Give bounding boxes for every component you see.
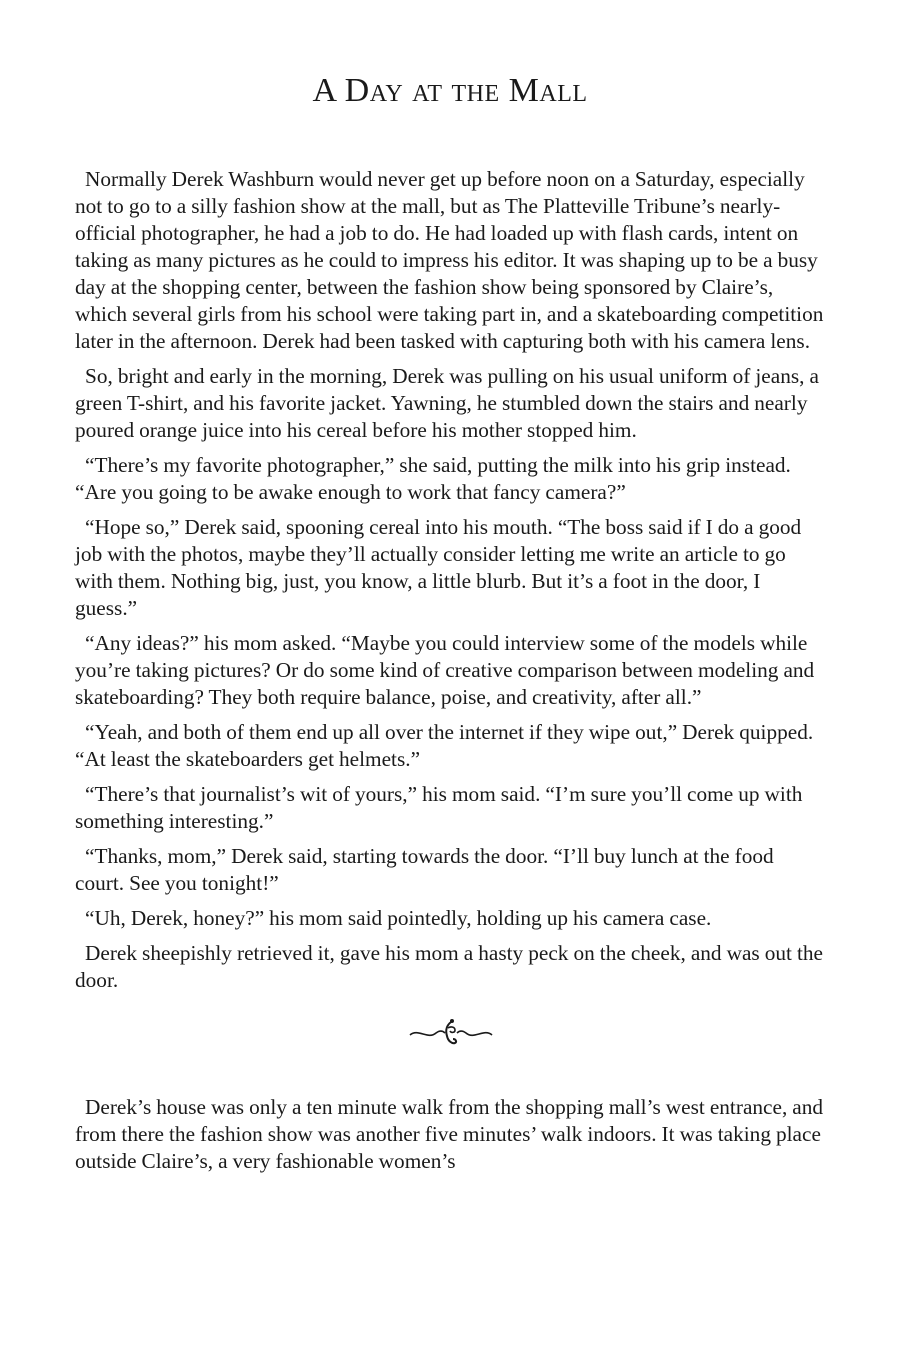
paragraph: Normally Derek Washburn would never get up before noon on a Saturday, especially not to go to a silly fashion show at the mall, but as The Platteville Tribune’s nearly-official photographer, he had a job to do. He had loaded up with flash cards, intent on taking as many pictures as he could to impress his editor. It was shaping up to be a busy day at the shopping center, between the fashion show being sponsored by Claire’s, which several girls from his school were taking part in, and a skateboarding competition later in the afternoon. Derek had been tasked with capturing both with his camera lens.: [75, 167, 824, 353]
paragraph: “Thanks, mom,” Derek said, starting towards the door. “I’ll buy lunch at the food court. See you tonight!”: [75, 844, 774, 895]
section-break: [75, 1016, 827, 1070]
paragraph: Derek’s house was only a ten minute walk from the shopping mall’s west entrance, and from there the fashion show was another five minutes’ walk indoors. It was taking place outside Claire’s, a very fashionable women’s: [75, 1095, 824, 1173]
chapter-title: A Day at the Mall: [312, 72, 588, 109]
paragraph: Derek sheepishly retrieved it, gave his mom a hasty peck on the cheek, and was out the door.: [75, 941, 823, 992]
paragraph: “There’s my favorite photographer,” she said, putting the milk into his grip instead. “Are you going to be awake enough to work that fancy camera?”: [75, 453, 791, 504]
paragraph: “Hope so,” Derek said, spooning cereal into his mouth. “The boss said if I do a good job with the photos, maybe they’ll actually consider letting me write an article to go with them. Nothing big, just, you know, a little blurb. But it’s a foot in the door, I guess.”: [75, 515, 802, 620]
paragraph: “Uh, Derek, honey?” his mom said pointedly, holding up his camera case.: [85, 906, 712, 930]
paragraph: “There’s that journalist’s wit of yours,” his mom said. “I’m sure you’ll come up with something interesting.”: [75, 782, 803, 833]
paragraph: “Any ideas?” his mom asked. “Maybe you could interview some of the models while you’re taking pictures? Or do some kind of creative comparison between modeling and skateboarding? They both require balance, poise, and creativity, after all.”: [75, 631, 815, 709]
paragraph: “Yeah, and both of them end up all over the internet if they wipe out,” Derek quipped. “At least the skateboarders get helmets.”: [75, 720, 814, 771]
paragraph: So, bright and early in the morning, Derek was pulling on his usual uniform of jeans, a green T-shirt, and his favorite jacket. Yawning, he stumbled down the stairs and nearly poured orange juice into his cereal before his mother stopped him.: [75, 364, 819, 442]
chapter-body: [75, 166, 827, 1183]
scroll-flourish-icon: [406, 1016, 496, 1050]
